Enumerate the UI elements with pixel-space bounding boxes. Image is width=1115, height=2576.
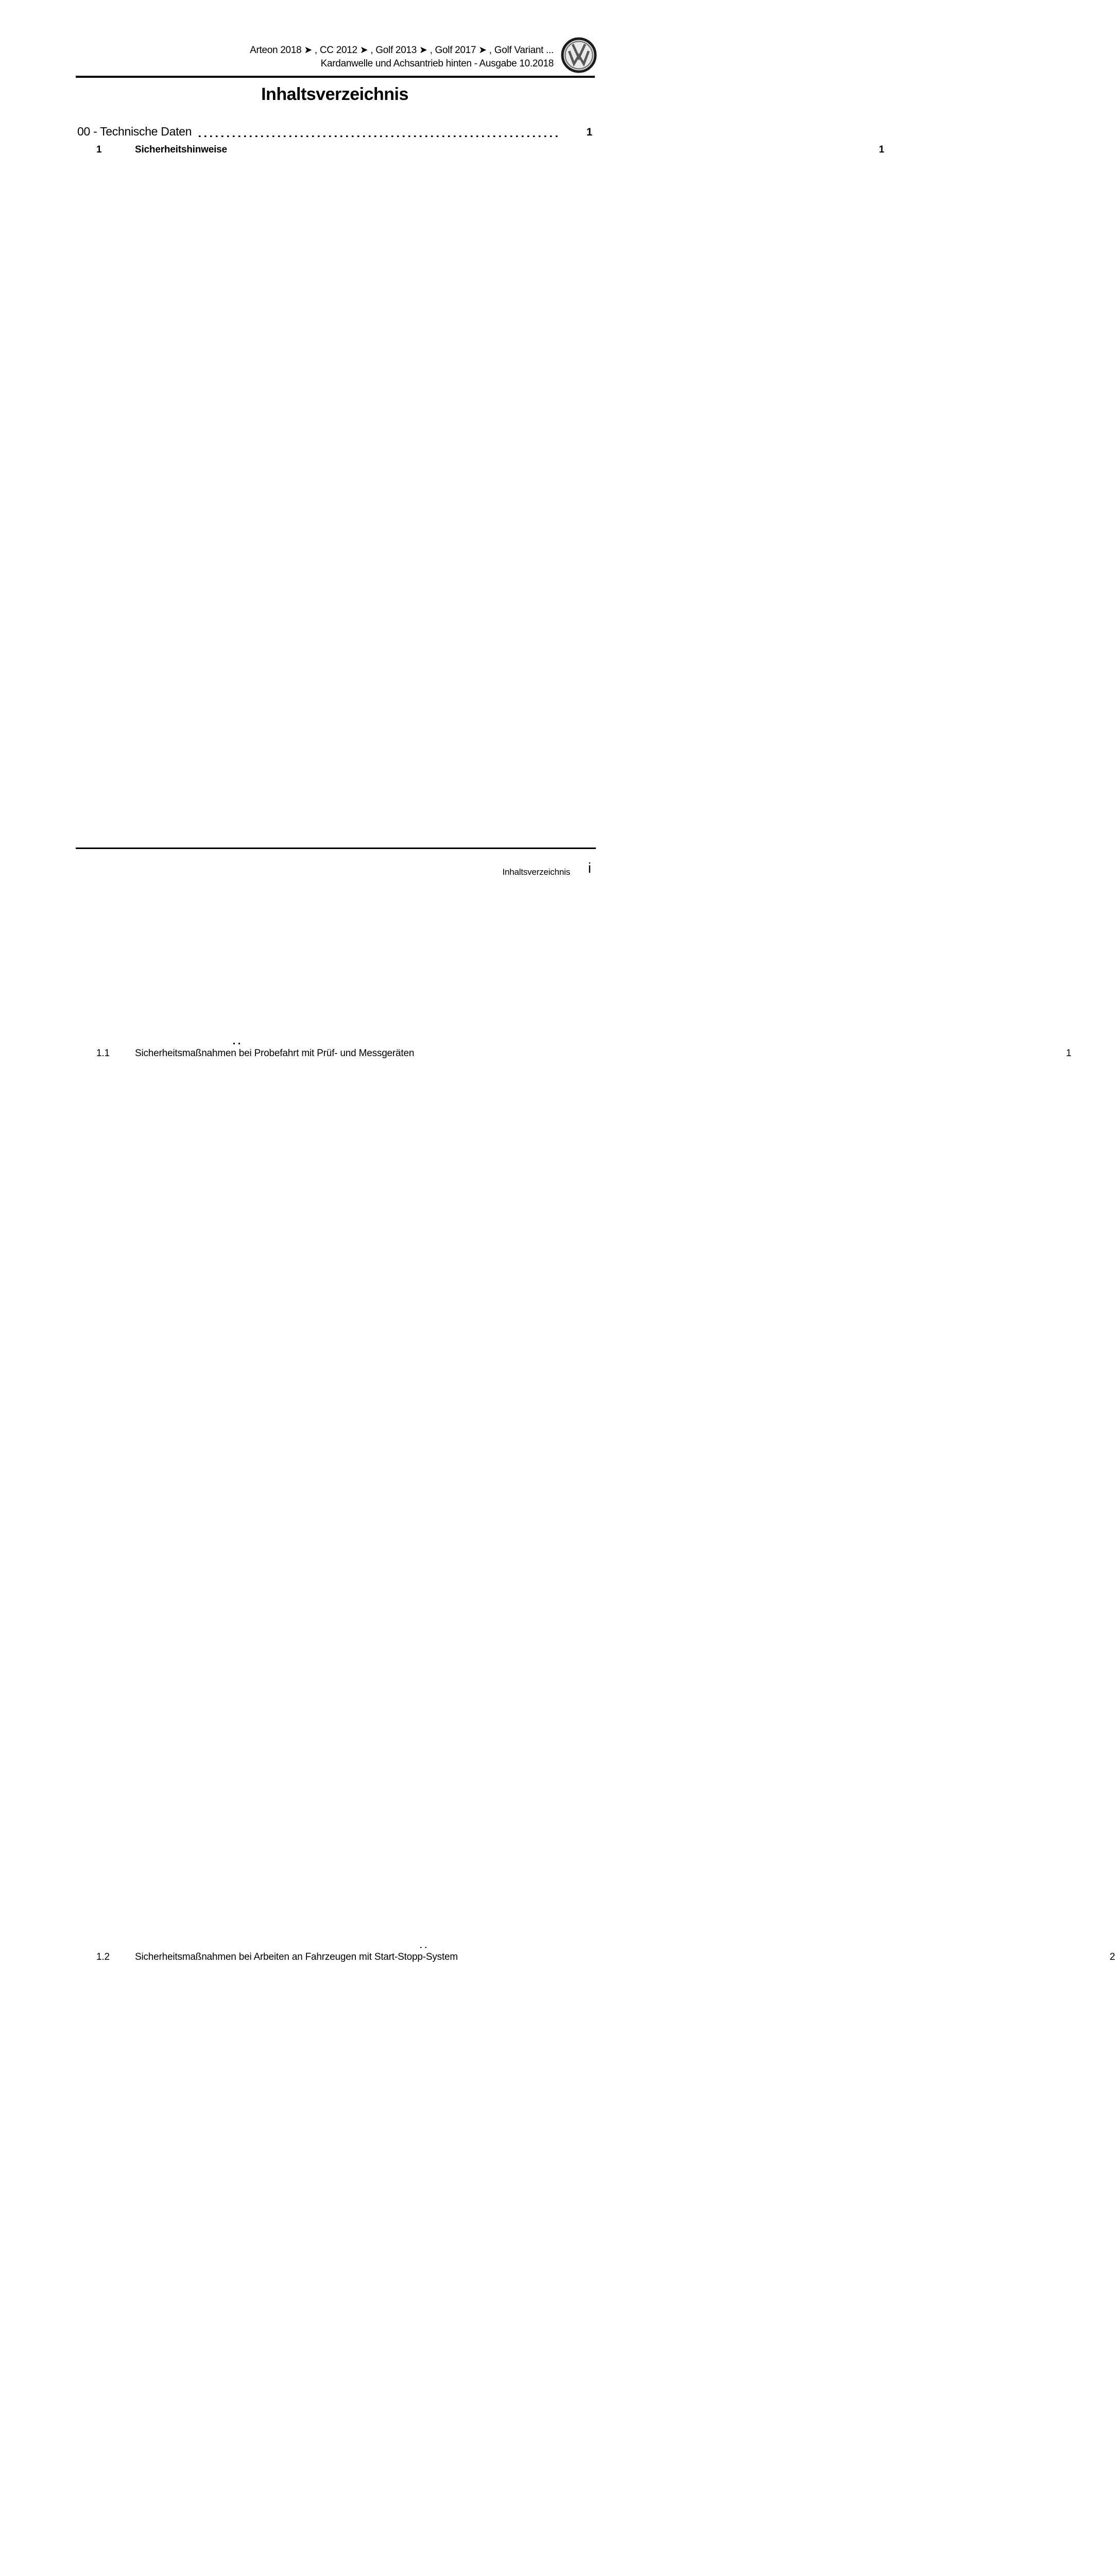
toc-entry [77, 1951, 1115, 2576]
toc-entry [77, 1047, 1072, 1951]
footer-label: Inhaltsverzeichnis [502, 867, 570, 877]
dot-leader [233, 1043, 241, 1044]
toc-section-title: 00 - Technische Daten [77, 125, 192, 138]
toc [77, 124, 1115, 2576]
toc-entry-number: 1.2 [96, 1952, 110, 1962]
header-rule [76, 76, 595, 78]
toc-entry-title: Sicherheitsmaßnahmen bei Arbeiten an Fahrzeugen mit Start-Stopp-System [135, 1952, 458, 1962]
toc-entry [77, 143, 884, 1047]
footer-page-number: i [588, 860, 591, 876]
toc-entry-page: 1 [246, 143, 884, 1047]
page-title: Inhaltsverzeichnis [261, 84, 408, 104]
vw-logo-icon [561, 37, 597, 73]
dot-leader [420, 1947, 427, 1948]
toc-entry-title: Sicherheitshinweise [135, 144, 227, 155]
toc-entry-page: 2 [476, 1951, 1115, 2576]
toc-entry-page: 1 [433, 1047, 1071, 1951]
running-header [250, 44, 554, 71]
toc-section-page: 1 [586, 126, 592, 138]
toc-section [77, 124, 1115, 2576]
toc-section-heading [77, 124, 592, 140]
toc-entry-number: 1 [96, 144, 102, 155]
toc-entry-title: Sicherheitsmaßnahmen bei Probefahrt mit Prüf- und Messgeräten [135, 1048, 415, 1059]
dot-leader [199, 135, 561, 137]
footer-rule [76, 848, 596, 849]
toc-entry-number: 1.1 [96, 1048, 110, 1059]
header-subtitle-line: Kardanwelle und Achsantrieb hinten - Ausgabe 10.2018 [320, 58, 554, 69]
header-models-line: Arteon 2018 ➤ , CC 2012 ➤ , Golf 2013 ➤ , Golf 2017 ➤ , Golf Variant ... [250, 45, 554, 56]
